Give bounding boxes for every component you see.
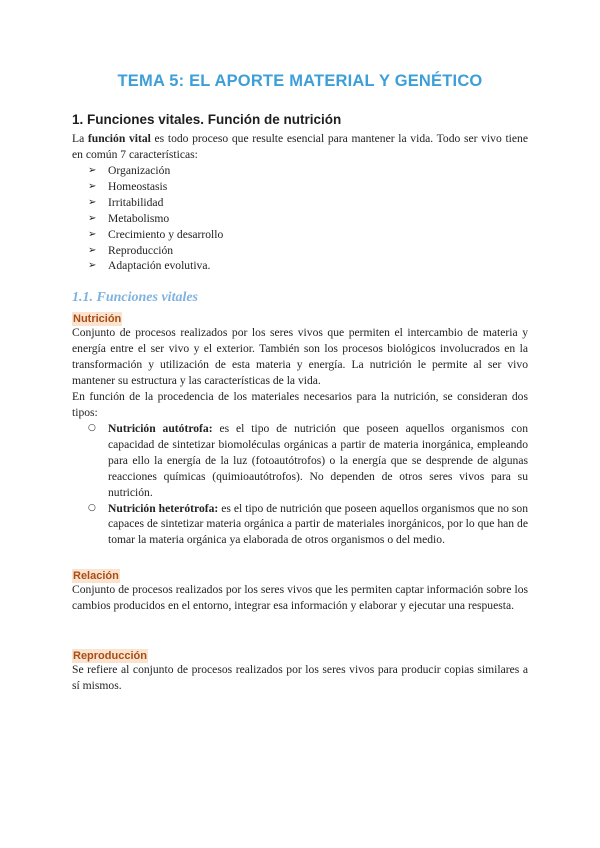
intro-paragraph bbox=[72, 131, 528, 163]
list-item bbox=[88, 243, 223, 259]
list-item-text: Irritabilidad bbox=[108, 195, 164, 209]
intro-bold-term: función vital bbox=[87, 132, 151, 145]
arrow-bullet-icon: ➢ bbox=[88, 244, 97, 256]
circle-bullet-icon: ○ bbox=[88, 502, 96, 513]
intro-text-pre: La bbox=[72, 132, 88, 145]
list-item bbox=[88, 179, 223, 195]
list-item-text: Crecimiento y desarrollo bbox=[108, 227, 224, 241]
nutrition-type-text bbox=[108, 501, 528, 549]
intro-text-post: es todo proceso que resulte esencial para mantener la vida. Todo ser vivo tiene en común 7 características: bbox=[72, 132, 528, 161]
arrow-bullet-icon: ➢ bbox=[88, 228, 97, 240]
relacion-paragraph: Conjunto de procesos realizados por los seres vivos que les permiten captar información sobre los cambios producidos en el entorno, integrar esa información y elaborar y ejecutar una respuesta. bbox=[72, 583, 528, 612]
reproduccion-paragraph: Se refiere al conjunto de procesos realizados por los seres vivos para producir copias similares a sí mismos. bbox=[72, 663, 528, 692]
nutrition-type-text bbox=[108, 421, 528, 501]
list-item bbox=[88, 501, 528, 549]
arrow-bullet-icon: ➢ bbox=[88, 212, 97, 224]
subsection-heading-funciones-vitales: 1.1. Funciones vitales bbox=[72, 290, 199, 305]
nutricion-label: Nutrición bbox=[73, 313, 122, 325]
list-item bbox=[88, 211, 223, 227]
list-item bbox=[88, 227, 223, 243]
nutricion-paragraph: Conjunto de procesos realizados por los seres vivos que permiten el intercambio de materia y energía entre el ser vivo y el exterior. También son los procesos biológicos involucrados en la transformación y utilización de esta materia y energía. La nutrición le permite al ser vivo mantener su estructura y las características de la vida. bbox=[72, 326, 528, 387]
nutrition-type-term: Nutrición heterótrofa: bbox=[108, 501, 219, 515]
nutrition-type-desc: es el tipo de nutrición que poseen aquellos organismos que no son capaces de sintetizar materia orgánica a partir de materiales inorgánicos, por lo que han de tomar la materia orgánica ya elaborada de otros organismos o del medio. bbox=[108, 501, 529, 547]
reproduccion-label: Reproducción bbox=[73, 650, 147, 662]
arrow-bullet-icon: ➢ bbox=[88, 260, 97, 272]
list-item-text: Organización bbox=[108, 164, 171, 177]
document-title: TEMA 5: EL APORTE MATERIAL Y GENÉTICO bbox=[117, 72, 483, 90]
nutrition-types-list bbox=[88, 421, 528, 548]
list-item bbox=[88, 163, 223, 179]
list-item-text: Metabolismo bbox=[108, 211, 170, 225]
nutrition-type-term: Nutrición autótrofa: bbox=[108, 422, 213, 435]
section-heading-funciones-vitales: 1. Funciones vitales. Función de nutrición bbox=[72, 112, 342, 127]
relacion-label: Relación bbox=[73, 570, 119, 582]
list-item-text: Homeostasis bbox=[108, 179, 168, 193]
characteristics-list bbox=[88, 163, 223, 274]
arrow-bullet-icon: ➢ bbox=[88, 165, 97, 176]
list-item-text: Adaptación evolutiva. bbox=[108, 259, 211, 273]
list-item bbox=[88, 421, 528, 501]
arrow-bullet-icon: ➢ bbox=[88, 180, 97, 192]
arrow-bullet-icon: ➢ bbox=[88, 196, 97, 208]
list-item bbox=[88, 258, 223, 274]
nutricion-types-intro: En función de la procedencia de los materiales necesarios para la nutrición, se consideran dos tipos: bbox=[72, 390, 528, 419]
circle-bullet-icon: ○ bbox=[88, 423, 96, 433]
list-item-text: Reproducción bbox=[108, 243, 174, 257]
list-item bbox=[88, 195, 223, 211]
nutrition-type-desc: es el tipo de nutrición que poseen aquellos organismos con capacidad de sintetizar biomoléculas orgánicas a partir de materia inorgánica, empleando para ello la energía de la luz (fotoautótrofos) o la energía que se desprende de algunas reacciones químicas (quimioautótrofos). No dependen de otros seres vivos para su nutrición. bbox=[108, 422, 528, 499]
